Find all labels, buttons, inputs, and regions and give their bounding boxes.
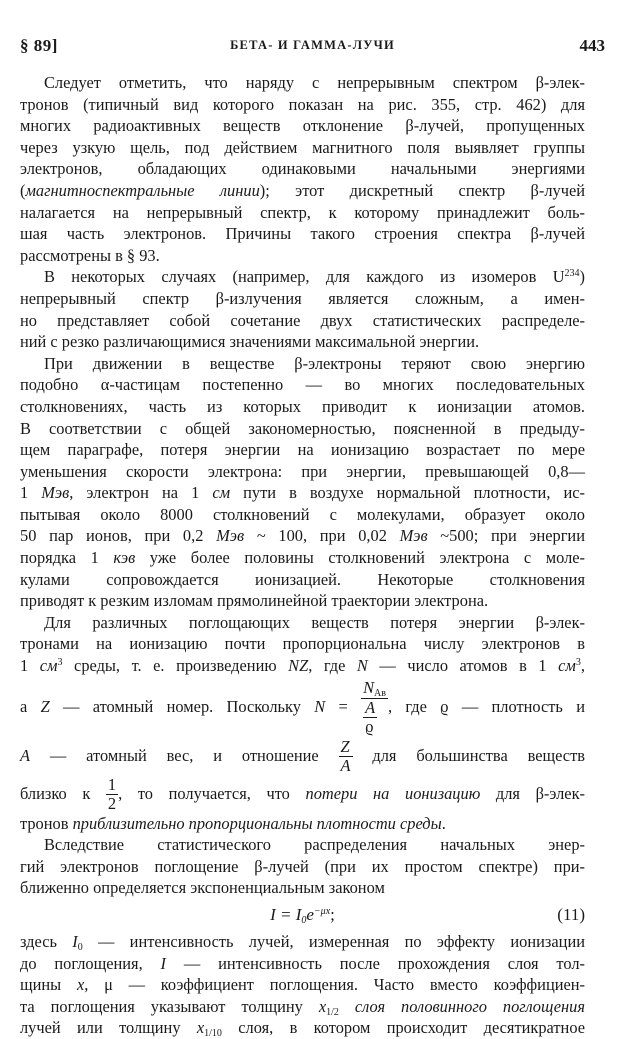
text-line: шая часть электронов. Причины такого строения спектра β-лучей bbox=[20, 224, 585, 244]
paragraph-1 bbox=[20, 72, 585, 266]
text-line: 1 $см^3$ среды, т. е. произведению NZ, где N — число атомов в 1 $см^3$, bbox=[20, 656, 585, 676]
paragraph-5 bbox=[20, 834, 585, 899]
text-line: При движении в веществе β-электроны теряют свою энергию bbox=[44, 353, 585, 373]
text-line: порядка 1 кэв уже более половины столкновений электрона с моле- bbox=[20, 548, 586, 568]
page-body bbox=[20, 72, 585, 1039]
page-header bbox=[20, 36, 605, 60]
text-line: ний с резко различающимися значениями максимальной энергии. bbox=[20, 332, 480, 352]
text-line: тронов приблизительно пропорциональны плотности среды. bbox=[20, 813, 446, 833]
text-line: многих радиоактивных веществ отклонение β-лучей, пропущенных bbox=[20, 116, 585, 136]
text-line: та поглощения указывают толщину $x_{1/2}$ слоя половинного поглощения bbox=[20, 996, 585, 1018]
paragraph-6 bbox=[20, 931, 585, 1039]
text-line: Для различных поглощающих веществ потеря энергии β-элек- bbox=[44, 612, 585, 632]
page-number: 443 bbox=[579, 36, 605, 55]
section-reference: § 89] bbox=[20, 36, 58, 55]
fraction-n-av-over-a-over-rho: $\frac{N_{Ав}}{\frac{A}{ϱ}}$ bbox=[363, 678, 386, 737]
text-line: приводят к резким изломам прямолинейной траектории электрона. bbox=[20, 591, 489, 611]
text-line: тронами на ионизацию почти пропорциональна числу электронов в bbox=[20, 634, 585, 654]
text-line: 1 Мэв, электрон на 1 см пути в воздухе нормальной плотности, ис- bbox=[20, 483, 585, 503]
text-line: пытывая около 8000 столкновений с молекулами, образует около bbox=[20, 504, 585, 524]
text-line: щины x, μ — коэффициент поглощения. Часто вместо коэффициен- bbox=[20, 975, 585, 995]
italic-term: слоя половинного поглощения bbox=[338, 996, 585, 1016]
text-line: уменьшения скорости электрона: при энергии, превышающей 0,8— bbox=[20, 461, 585, 481]
paragraph-3 bbox=[20, 353, 585, 612]
italic-emphasis: приблизительно пропорциональны плотности среды bbox=[72, 813, 442, 833]
text-line-with-fraction: A — атомный вес, и отношение $\frac{Z}{A}$ для большинства веществ bbox=[20, 736, 585, 776]
text-line: ближенно определяется экспоненциальным законом bbox=[20, 878, 385, 898]
running-title: БЕТА- И ГАММА-ЛУЧИ bbox=[230, 38, 395, 52]
text-line: 50 пар ионов, при 0,2 Мэв ~ 100, при 0,02 Мэв ~500; при энергии bbox=[20, 526, 585, 546]
text-line: но представляет собой сочетание двух статистических распределе- bbox=[20, 310, 585, 330]
paragraph-4 bbox=[20, 612, 585, 834]
text-line: подобно α-частицам постепенно — во многих последовательных bbox=[20, 375, 585, 395]
text-line: гий электронов поглощение β-лучей (при их простом спектре) при- bbox=[20, 856, 585, 876]
absorption-law-equation: $I = I_0e^{-\mu x}$; bbox=[270, 905, 335, 926]
text-line: рассмотрены в § 93. bbox=[20, 245, 160, 265]
text-line: Вследствие статистического распределения начальных энер- bbox=[44, 835, 585, 855]
text-line: кулами сопровождается ионизацией. Некоторые столкновения bbox=[20, 569, 585, 589]
text-line: налагается на непрерывный спектр, к которому принадлежит боль- bbox=[20, 202, 585, 222]
equation-number: (11) bbox=[557, 905, 585, 924]
text-line: здесь $I_0$ — интенсивность лучей, измеренная по эффекту ионизации bbox=[20, 932, 585, 953]
text-line: через узкую щель, под действием магнитного поля выявляет группы bbox=[20, 137, 585, 157]
text-line: электронов, обладающих одинаковыми начальными энергиями bbox=[20, 159, 585, 179]
text-line: тронов (типичный вид которого показан на рис. 355, стр. 462) для bbox=[20, 94, 585, 114]
text-line-with-fraction: близко к $\frac{1}{2}$ , то получается, что потери на ионизацию для β-элек- bbox=[20, 774, 585, 814]
text-line: лучей или толщину $x_{1/10}$ слоя, в котором происходит десятикратное bbox=[20, 1018, 585, 1039]
text-line: непрерывный спектр β-излучения является сложным, а имен- bbox=[20, 288, 585, 308]
formula-11 bbox=[20, 899, 585, 931]
text-line: В соответствии с общей закономерностью, поясненной в предыду- bbox=[20, 418, 585, 438]
text-line: В некоторых случаях (например, для каждого из изомеров $U^{234}$) bbox=[44, 267, 585, 287]
fraction-one-half: $\frac{1}{2}$ bbox=[107, 774, 117, 814]
text-line: до поглощения, I — интенсивность после прохождения слоя тол- bbox=[20, 953, 585, 973]
text-line: столкновениях, часть из которых приводит к ионизации атомов. bbox=[20, 396, 585, 416]
text-line: щем параграфе, потеря энергии на ионизацию возрастает по мере bbox=[20, 440, 585, 460]
text-line-with-fraction: а Z — атомный номер. Поскольку N = $\frac{N_{Ав}}{\frac{A}{ϱ}}$ , где ϱ — плотность и bbox=[20, 678, 585, 737]
text-line: Следует отметить, что наряду с непрерывным спектром β-элек- bbox=[44, 73, 585, 92]
text-line: (магнитноспектральные линии); этот дискретный спектр β-лучей bbox=[20, 180, 585, 200]
fraction-z-over-a: $\frac{Z}{A}$ bbox=[340, 736, 351, 776]
italic-term: магнитноспектральные линии bbox=[25, 180, 260, 200]
paragraph-2 bbox=[20, 266, 585, 352]
